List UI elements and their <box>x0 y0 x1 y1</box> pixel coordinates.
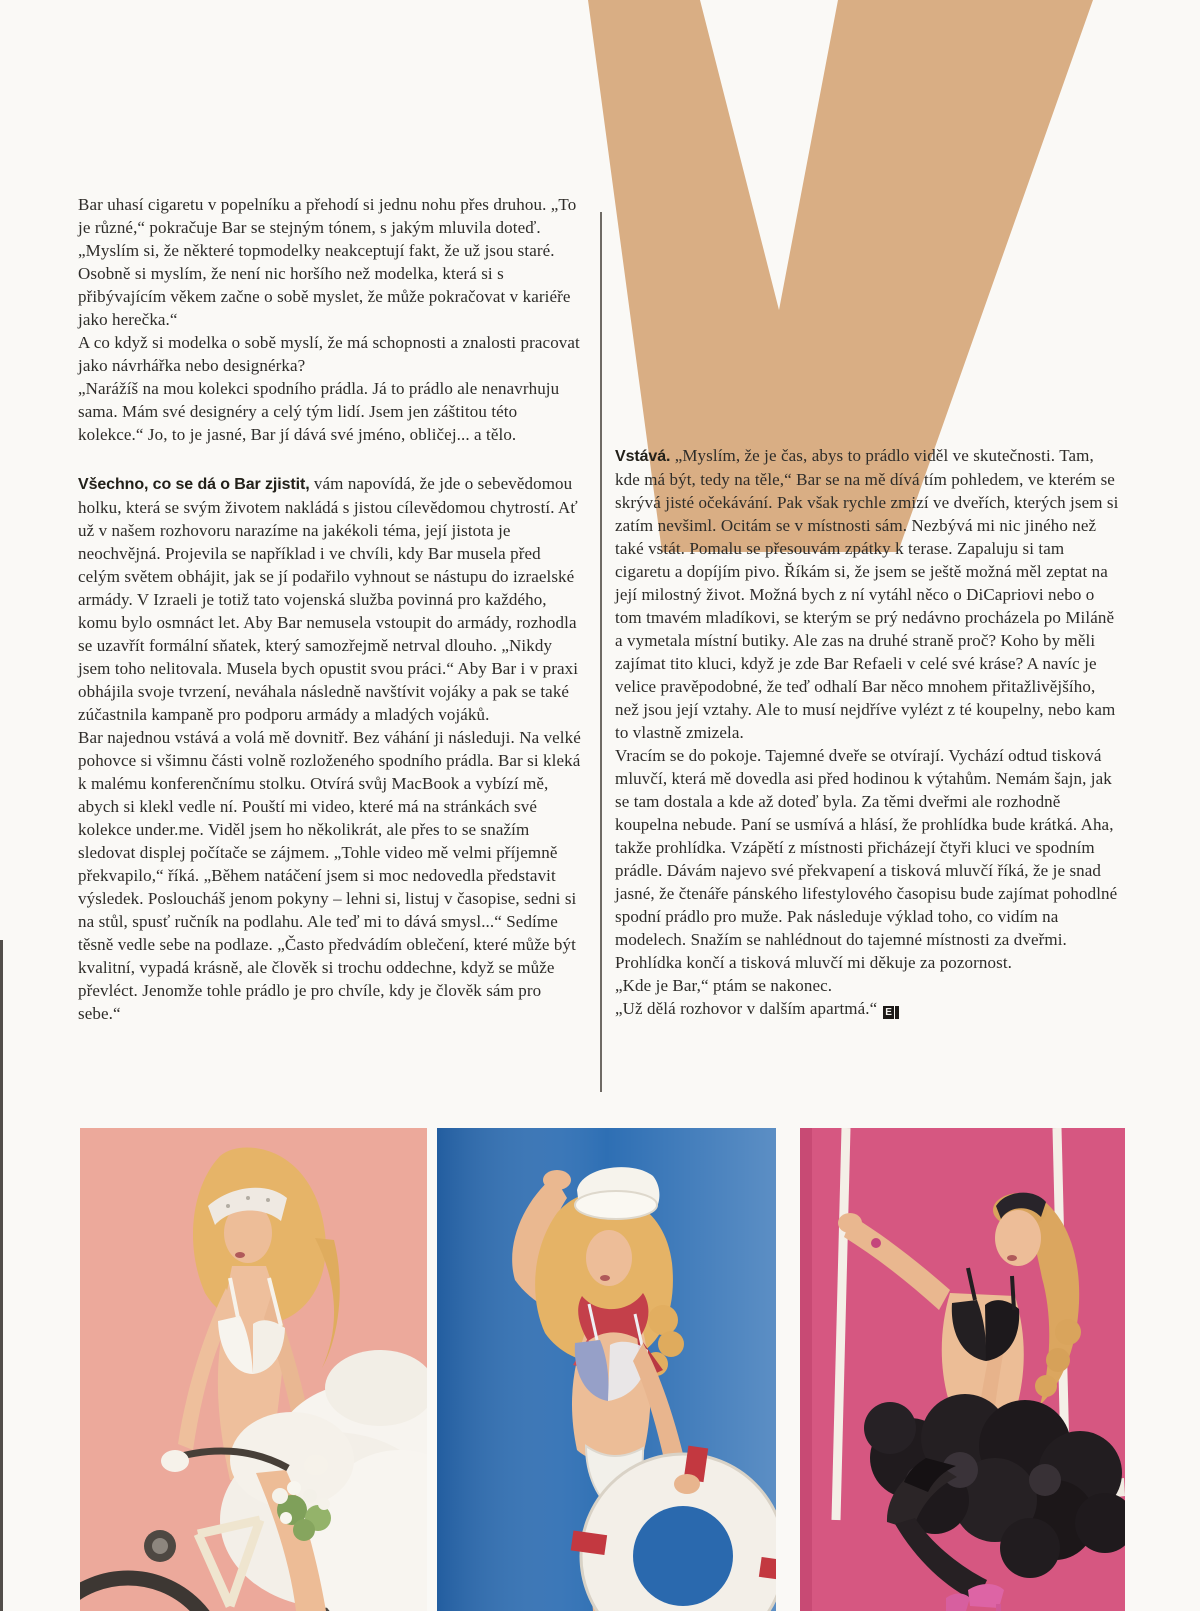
sailor-cap-brim <box>575 1191 657 1219</box>
hand-on-rope <box>838 1213 862 1233</box>
bold-lead-in: Všechno, co se dá o Bar zjistit, <box>78 476 310 493</box>
end-mark-letter: E <box>885 1007 893 1018</box>
headband-sparkle <box>266 1198 270 1202</box>
hair-curl <box>1046 1348 1070 1372</box>
paragraph: Bar najednou vstává a volá mě dovnitř. Bez váhání ji následuji. Na velké pohovce si všimnu části volně rozloženého spodního prádla. Bar si kleká k malému konferenčnímu stolku. Otvírá svůj MacBook a vybízí mě, abych si klekl vedle ní. Pouští mi video, které má na stránkách své kolekce under.me. Viděl jsem ho několikrát, ale přes to se snažím sledovat displej počítače se zájmem. „Tohle video mě velmi příjemně překvapilo,“ říká. „Během natáčení jsem si moc nedovedla představit výsledek. Posloucháš jenom pokyny – lehni si, listuj v časopise, sedni si na stůl, spusť ručník na podlahu. Ale teď mi to dává smysl...“ Sedíme těsně vedle sebe na podlaze. „Často předvádím oblečení, které může být kvalitní, vypadá krásně, ale člověk si trochu oddechne, když se může převléct. Jenomže tohle prádlo je pro chvíle, kdy je člověk sám pro sebe.“ <box>78 728 581 1023</box>
paragraph: Bar uhasí cigaretu v popelníku a přehodí si jednu nohu přes druhou. „To je různé,“ pokračuje Bar se stejným tónem, s jakým mluvila doteď. „Myslím si, že některé topmodelky neakceptují fakt, že už jsou staré. Osobně si myslím, že není nic horšího než modelka, která si s přibývajícím věkem začne o sobě myslet, že může pokračovat v kariéře jako herečka.“ <box>78 195 577 329</box>
bouquet-flower <box>272 1488 288 1504</box>
headband-sparkle <box>226 1204 230 1208</box>
end-mark-bar <box>895 1006 899 1019</box>
photo-edge-shade <box>800 1128 812 1611</box>
hand-on-lifebuoy <box>674 1474 700 1494</box>
paragraph <box>615 444 1122 744</box>
glove-left <box>304 1455 328 1475</box>
bracelet <box>871 1238 881 1248</box>
paragraph-quote: „Kde je Bar,“ ptám se nakonec. <box>615 976 833 995</box>
headband-sparkle <box>246 1196 250 1200</box>
photo-bridal-bicycle <box>80 1128 427 1611</box>
bouquet-flower <box>303 1489 317 1503</box>
high-heel <box>946 1594 970 1611</box>
paragraph-question: A co když si modelka o sobě myslí, že má schopnosti a znalosti pracovat jako návrhářka nebo designérka? <box>78 333 580 375</box>
lifebuoy-hole <box>633 1506 733 1606</box>
paragraph-text: „Už dělá rozhovor v dalším apartmá.“ <box>615 999 878 1018</box>
photo-sailor-lifebuoy <box>437 1128 776 1611</box>
paragraph: Vracím se do pokoje. Tajemné dveře se otvírají. Vychází odtud tisková mluvčí, která mě dovedla asi před hodinou k výtahům. Nemám šajn, jak se tam dostala a kde až doteď byla. Za těmi dveřmi ale rozhodně koupelna nebude. Paní se usmívá a hlásí, že prohlídka bude krátká. Aha, takže prohlídka. Vzápětí z místnosti přicházejí čtyři kluci ve spodním prádle. Dávám najevo své překvapení a tisková mluvčí říká, že je snad jasné, že čtenáře pánského lifestylového časopisu bude zajímat pohodlné spodní prádlo pro muže. Pak následuje výklad toho, co vidím na modelech. Snažím se nahlédnout do tajemné místnosti za dveřmi. Prohlídka končí a tisková mluvčí mi děkuje za pozornost. <box>615 746 1118 972</box>
right-column <box>615 444 1122 1020</box>
photo-swing-tutu <box>800 1128 1125 1611</box>
left-column <box>78 193 586 1025</box>
heel-spike <box>996 1604 1001 1611</box>
end-of-article-mark <box>883 1006 899 1019</box>
bold-lead-in: Vstává. <box>615 448 671 465</box>
bouquet-greens <box>293 1519 315 1541</box>
hair-curl <box>1055 1319 1081 1345</box>
bouquet-flower <box>287 1481 301 1495</box>
lips <box>235 1252 245 1258</box>
lips <box>600 1275 610 1281</box>
paragraph-text: vám napovídá, že jde o sebevědomou holku, která se svým životem nakládá s jistou cílevědomou chytrostí. Ať už v našem rozhovoru narazíme na jakékoli téma, její jistota je neochvějná. Projevila se například i ve chvíli, kdy Bar musela před celým světem obhájit, jak se jí podařilo vyhnout se nástupu do izraelské armády. V Izraeli je totiž tato vojenská služba povinná pro každého, komu bylo osmnáct let. Aby Bar nemusela vstoupit do armády, rozhodla se uzavřít formální sňatek, který samozřejmě netrval dlouho. „Nikdy jsem toho nelitovala. Musela bych opustit svou práci.“ Aby Bar i v praxi obhájila svoje tvrzení, neváhala následně navštívit vojáky a pak se také zúčastnila kampaně pro podporu armády a mladých vojáků. <box>78 474 579 724</box>
hair-curl <box>1035 1375 1057 1397</box>
column-divider-rule <box>600 212 602 1092</box>
bouquet-flower <box>280 1512 292 1524</box>
glove-right <box>161 1450 189 1472</box>
paragraph <box>78 472 586 726</box>
paragraph-text: „Myslím, že je čas, abys to prádlo viděl ve skutečnosti. Tam, kde má být, tedy na těle,“ Bar se na mě dívá tím pohledem, ve kterém se skrývá jisté očekávání. Pak však rychle zmizí ve dveřích, kterých jsem si zatím nevšiml. Ocitám se v místnosti sám. Nezbývá mi nic jiného než také vstát. Pomalu se přesouvám zpátky k terase. Zapaluju si tam cigaretu a dopíjím pivo. Říkám si, že jsem se ještě možná měl zeptat na její milostný život. Možná bych z ní vytáhl něco o DiCapriovi nebo o tom tmavém mladíkovi, se kterým se prý nedávno procházela po Miláně a vymetala místní butiky. Ale zas na druhé straně proč? Koho by měli zajímat tito kluci, když je zde Bar Refaeli v celé své kráse? A navíc je velice pravěpodobné, že teď odhalí Bar něco mnohem přitažlivějšího, než jsou její vztahy. Ale to musí nejdříve vylézt z té koupelny, nebo kam to vlastně zmizela. <box>615 446 1119 742</box>
hair-curl <box>648 1305 678 1335</box>
hand-on-cap <box>543 1170 571 1190</box>
bicycle-lamp-lens <box>152 1538 168 1554</box>
paragraph-answer: „Narážíš na mou kolekci spodního prádla. Já to prádlo ale nenavrhuju sama. Mám své designéry a celý tým lidí. Jsem jen záštitou této kolekce.“ Jo, to je jasné, Bar jí dává své jméno, obličej... a tělo. <box>78 379 560 444</box>
face <box>995 1210 1041 1266</box>
lips <box>1007 1255 1017 1261</box>
paragraph-quote <box>615 997 1122 1020</box>
hair-curl <box>658 1331 684 1357</box>
bouquet-flower <box>318 1498 330 1510</box>
scan-edge-artifact <box>0 940 3 1611</box>
